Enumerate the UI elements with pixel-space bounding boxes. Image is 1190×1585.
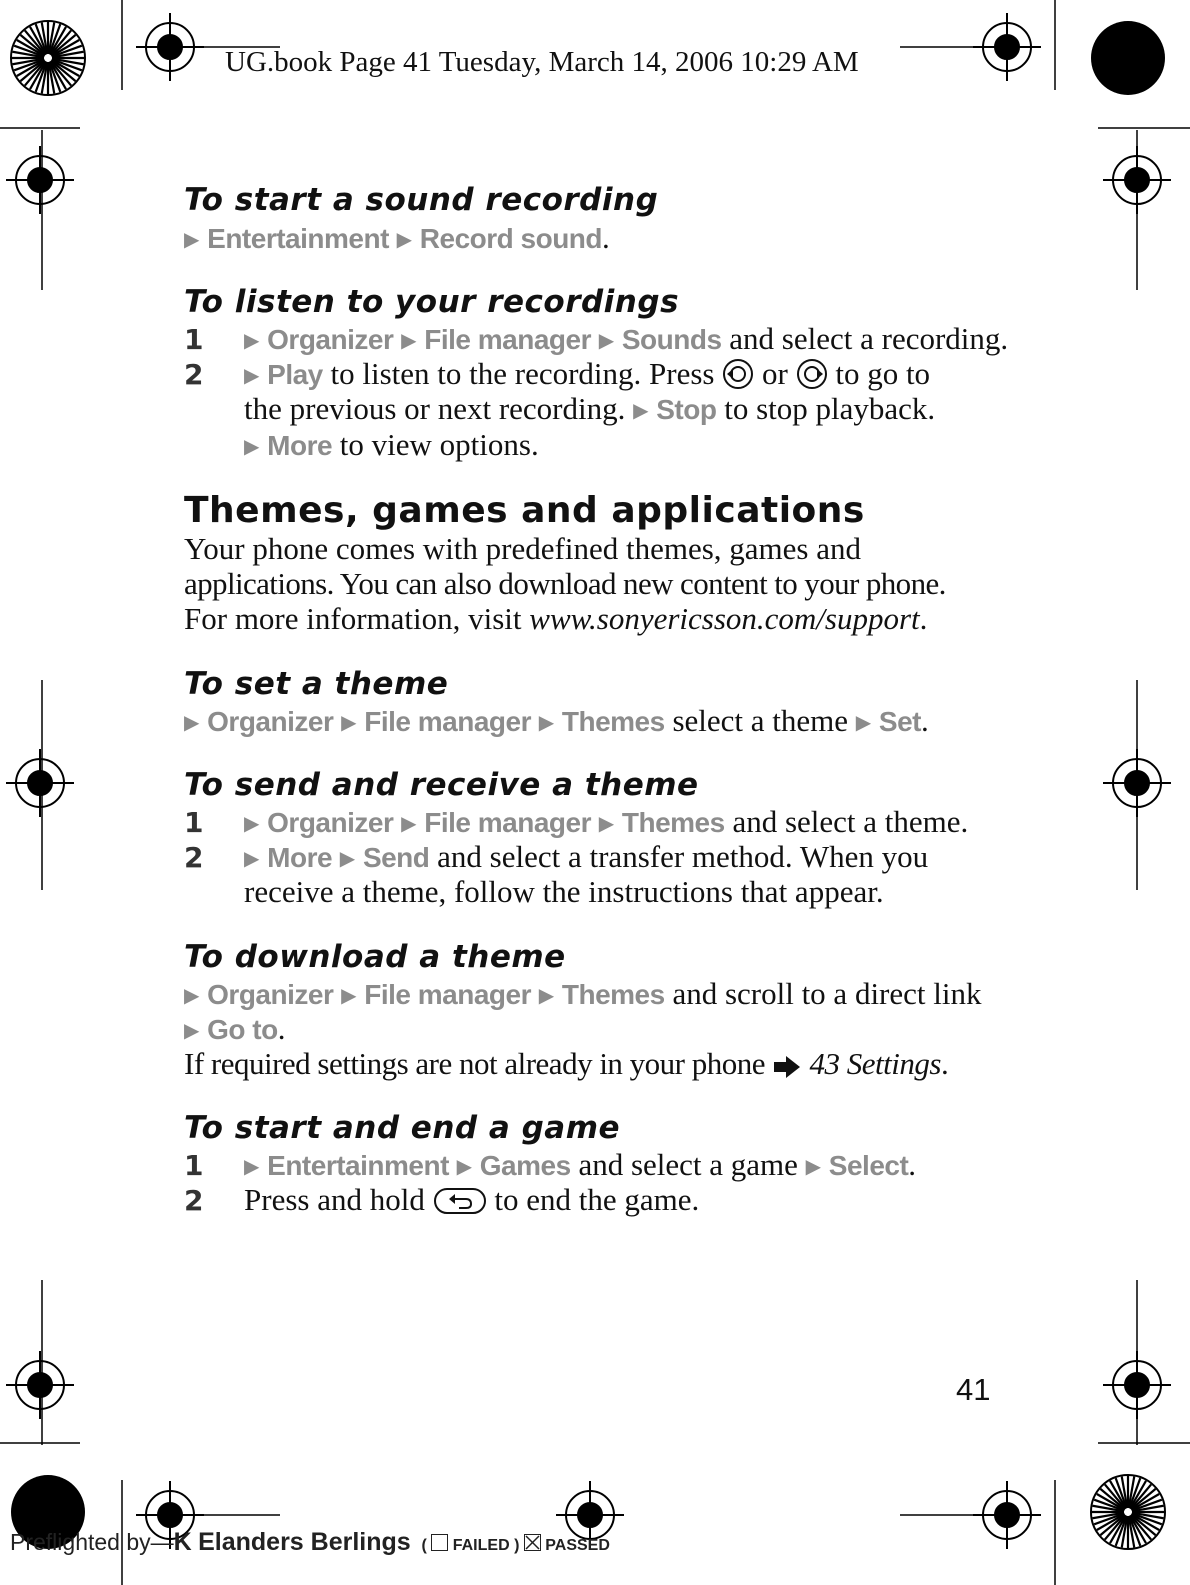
step-number: 1 [184, 323, 204, 356]
paragraph-line-3 [184, 601, 927, 637]
punctuation: . [940, 1046, 949, 1081]
menu-arrow-icon: ▶ [244, 846, 260, 870]
menu-arrow-icon: ▶ [341, 710, 357, 734]
download-theme-line-2 [184, 1011, 285, 1047]
failed-label: FAILED [452, 1537, 510, 1554]
send-theme-step-2-line-2: receive a theme, follow the instructions that appear. [244, 874, 884, 909]
send-theme-step-1 [244, 804, 968, 840]
note-text: If required settings are not already in your phone [184, 1046, 773, 1081]
step-text: Press and hold [244, 1182, 433, 1217]
menu-item-entertainment: Entertainment [207, 223, 389, 254]
menu-arrow-icon: ▶ [456, 1154, 473, 1178]
download-theme-line-1 [184, 976, 981, 1012]
menu-arrow-icon: ▶ [538, 983, 555, 1007]
send-theme-step-2-line-1 [244, 839, 928, 875]
punctuation: . [602, 220, 610, 255]
instruction-text: select a theme [664, 703, 856, 738]
step-text: the previous or next recording. [244, 391, 634, 426]
support-link[interactable]: www.sonyericsson.com/support [529, 601, 920, 636]
menu-arrow-icon: ▶ [538, 710, 555, 734]
section-heading-themes-games-applications: Themes, games and applications [184, 490, 865, 531]
step-number: 1 [184, 1149, 204, 1182]
menu-item-file-manager: File manager [364, 706, 531, 737]
punctuation: . [919, 601, 928, 636]
menu-arrow-icon: ▶ [244, 363, 260, 387]
separator: — [150, 1529, 174, 1555]
heading-start-sound-recording: To start a sound recording [184, 182, 659, 218]
status-group: ( FAILED ) PASSED [417, 1537, 610, 1554]
menu-item-stop: Stop [656, 394, 717, 425]
menu-item-entertainment: Entertainment [267, 1150, 449, 1181]
menu-item-select: Select [828, 1150, 909, 1181]
menu-arrow-icon: ▶ [244, 811, 260, 835]
step-number: 1 [184, 806, 204, 839]
menu-arrow-icon: ▶ [633, 398, 649, 422]
listen-step-1 [244, 321, 1008, 357]
heading-send-receive-theme: To send and receive a theme [184, 767, 699, 803]
menu-item-record-sound: Record sound [419, 223, 603, 254]
menu-item-organizer: Organizer [207, 979, 334, 1010]
preflight-brand: Elanders Berlings [198, 1528, 411, 1556]
step-text: or [754, 356, 796, 391]
step-text: to stop playback. [716, 391, 936, 426]
step-text: to end the game. [486, 1182, 700, 1217]
menu-item-more: More [267, 430, 333, 461]
menu-item-send: Send [362, 842, 430, 873]
menu-item-file-manager: File manager [424, 807, 591, 838]
heading-download-theme: To download a theme [184, 939, 566, 975]
menu-arrow-icon: ▶ [184, 227, 200, 251]
step-text: to go to [827, 356, 931, 391]
passed-checkbox-icon [524, 1534, 541, 1551]
menu-arrow-icon: ▶ [598, 328, 615, 352]
listen-step-2-line-2 [244, 391, 935, 427]
menu-arrow-icon: ▶ [339, 846, 356, 870]
page-number: 41 [956, 1372, 991, 1407]
menu-item-games: Games [479, 1150, 571, 1181]
menu-arrow-icon: ▶ [805, 1154, 822, 1178]
menu-item-themes: Themes [621, 807, 725, 838]
menu-arrow-icon: ▶ [184, 1018, 200, 1042]
paragraph-line-2: applications. You can also download new content to your phone. [184, 566, 946, 601]
menu-arrow-icon: ▶ [244, 328, 260, 352]
instruction-set-theme [184, 703, 929, 739]
step-number: 2 [184, 841, 204, 874]
step-text: and select a recording. [721, 321, 1009, 356]
preflight-prefix: Preflighted by [10, 1529, 151, 1555]
menu-arrow-icon: ▶ [184, 983, 200, 1007]
menu-item-organizer: Organizer [267, 807, 394, 838]
menu-item-sounds: Sounds [621, 324, 722, 355]
menu-item-organizer: Organizer [207, 706, 334, 737]
paragraph-text: For more information, visit [184, 601, 530, 636]
reference-arrow-icon [772, 1052, 802, 1088]
brand-logo-icon: K [173, 1528, 192, 1556]
paragraph-line-1: Your phone comes with predefined themes, games and [184, 531, 861, 566]
menu-arrow-icon: ▶ [401, 328, 417, 352]
heading-set-theme: To set a theme [184, 666, 449, 702]
step-text: and select a transfer method. When you [429, 839, 929, 874]
game-step-1 [244, 1147, 916, 1183]
menu-arrow-icon: ▶ [598, 811, 615, 835]
step-number: 2 [184, 1184, 204, 1217]
menu-item-play: Play [267, 359, 323, 390]
settings-reference-link[interactable]: 43 Settings [802, 1046, 941, 1081]
menu-item-organizer: Organizer [267, 324, 394, 355]
punctuation: . [920, 703, 929, 738]
menu-item-set: Set [878, 706, 921, 737]
menu-arrow-icon: ▶ [396, 227, 413, 251]
preflight-stamp [10, 1528, 610, 1557]
passed-label: PASSED [545, 1537, 610, 1554]
step-text: and select a game [570, 1147, 806, 1182]
menu-item-go-to: Go to [207, 1014, 278, 1045]
step-text: and select a theme. [724, 804, 969, 839]
step-text: to listen to the recording. Press [322, 356, 723, 391]
game-step-2 [244, 1182, 699, 1224]
menu-item-more: More [267, 842, 333, 873]
menu-item-file-manager: File manager [424, 324, 591, 355]
menu-item-themes: Themes [561, 979, 665, 1010]
menu-arrow-icon: ▶ [244, 1154, 260, 1178]
menu-arrow-icon: ▶ [244, 434, 260, 458]
download-theme-note [184, 1046, 948, 1088]
step-text: to view options. [332, 427, 539, 462]
menu-arrow-icon: ▶ [855, 710, 872, 734]
instruction-text: and scroll to a direct link [664, 976, 982, 1011]
menu-arrow-icon: ▶ [341, 983, 357, 1007]
heading-listen-recordings: To listen to your recordings [184, 284, 680, 320]
menu-item-themes: Themes [561, 706, 665, 737]
menu-item-file-manager: File manager [364, 979, 531, 1010]
punctuation: . [908, 1147, 917, 1182]
heading-start-end-game: To start and end a game [184, 1110, 621, 1146]
punctuation: . [277, 1011, 286, 1046]
instruction-start-recording [184, 220, 610, 256]
page-header: UG.book Page 41 Tuesday, March 14, 2006 10:29 AM [225, 46, 859, 78]
menu-arrow-icon: ▶ [184, 710, 200, 734]
back-key-icon [433, 1186, 487, 1224]
listen-step-2-line-3 [244, 427, 539, 463]
step-number: 2 [184, 358, 204, 391]
menu-arrow-icon: ▶ [401, 811, 417, 835]
failed-checkbox-icon [431, 1534, 448, 1551]
